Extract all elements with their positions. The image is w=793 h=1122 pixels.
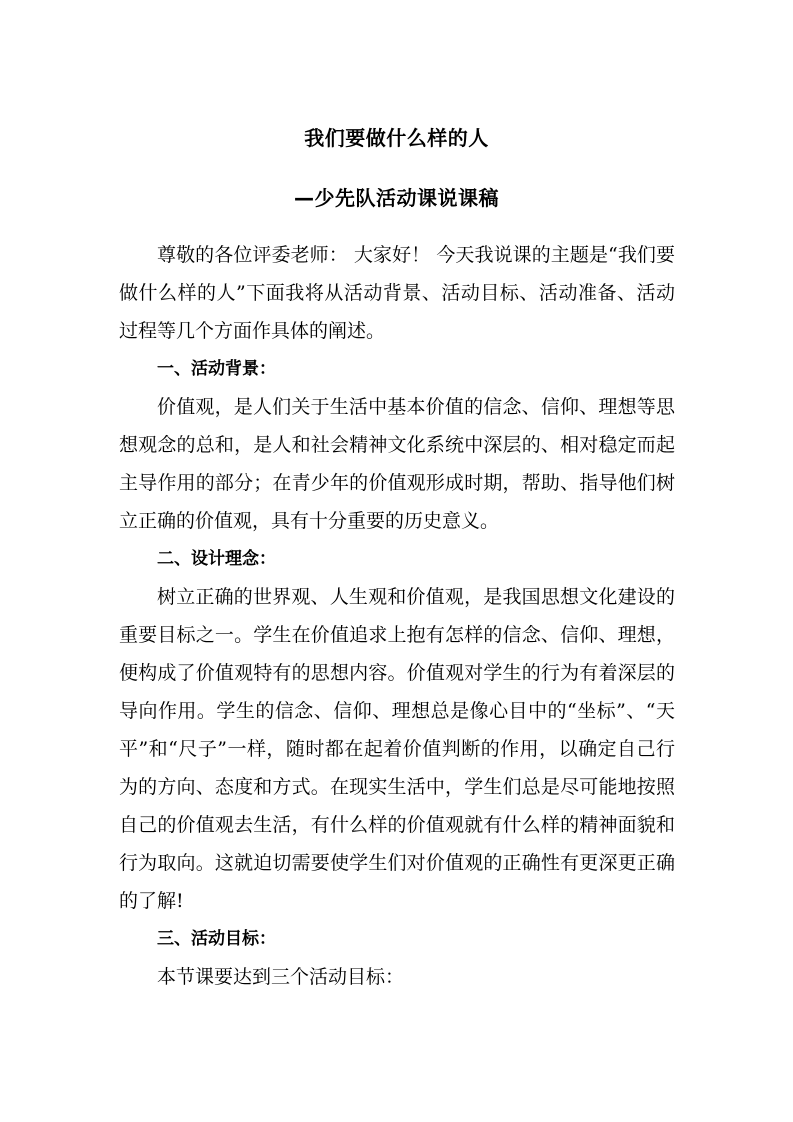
section-heading-background: 一、活动背景： [157,359,276,379]
section-heading-design-concept: 二、设计理念： [157,549,276,569]
design-concept-paragraph: 树立正确的世界观、人生观和价值观，是我国思想文化建设的重要目标之一。学生在价值追求上抱有怎样的信念、信仰、理想，便构成了价值观特有的思想内容。价值观对学生的行为有着深层的导向作用。学生的信念、信仰、理想总是像心目中的“坐标”、“天平”和“尺子”一样，随时都在起着价值判断的作用，以确定自己行为的方向、态度和方式。在现实生活中，学生们总是尽可能地按照自己的价值观去生活，有什么样的价值观就有什么样的精神面貌和行为取向。这就迫切需要使学生们对价值观的正确性有更深更正确的了解! [119,586,675,912]
activity-goals-paragraph: 本节课要达到三个活动目标： [157,966,405,988]
document-subtitle: —少先队活动课说课稿 [294,186,499,210]
intro-paragraph: 尊敬的各位评委老师： 大家好！ 今天我说课的主题是“我们要做什么样的人”下面我将从活动背景、活动目标、活动准备、活动过程等几个方面作具体的阐述。 [119,244,675,342]
section-heading-activity-goals: 三、活动目标： [157,929,276,949]
background-paragraph: 价值观，是人们关于生活中基本价值的信念、信仰、理想等思想观念的总和，是人和社会精神文化系统中深层的、相对稳定而起主导作用的部分；在青少年的价值观形成时期，帮助、指导他们树立正确的价值观，具有十分重要的历史意义。 [119,396,675,532]
document-title: 我们要做什么样的人 [304,126,489,150]
document-body [119,236,675,996]
